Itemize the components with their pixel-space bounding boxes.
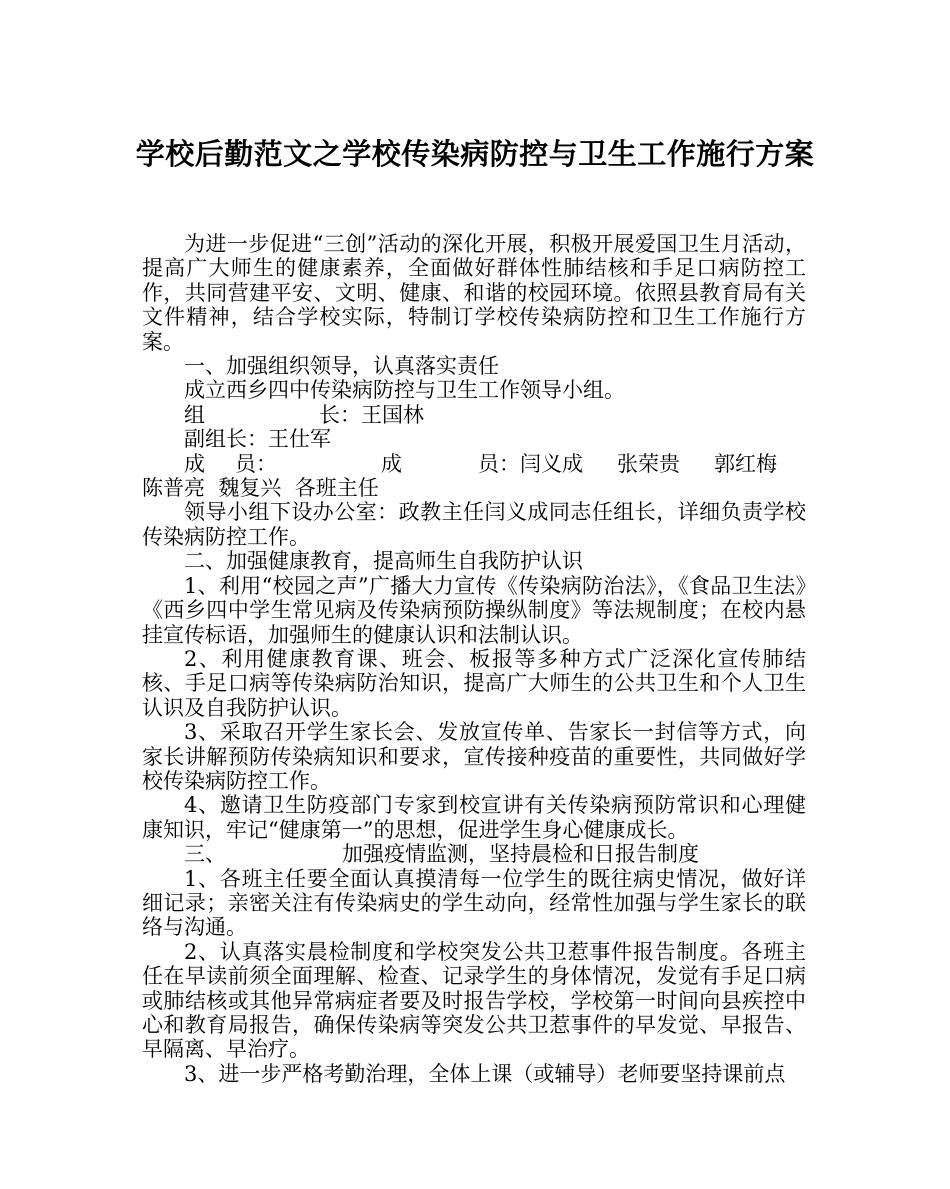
document-title: 学校后勤范文之学校传染病防控与卫生工作施行方案 [135, 137, 815, 171]
section2-item1: 1、利用“校园之声”广播大力宣传《传染病防治法》，《食品卫生法》《西乡四中学生常见病及传染病预防操纵制度》等法规制度；在校内悬挂宣传标语，加强师生的健康认识和法制认识。 [142, 573, 806, 647]
intro-paragraph: 为进一步促进“三创”活动的深化开展，积极开展爱国卫生月活动，提高广大师生的健康素养，全面做好群体性肺结核和手足口病防控工作，共同营建平安、文明、健康、和谐的校园环境。依照县教育局有关文件精神，结合学校实际，特制订学校传染病防控和卫生工作施行方案。 [142, 232, 806, 354]
members-e: 张荣贵 [617, 451, 680, 476]
section3-heading-a: 三、 [184, 842, 226, 867]
section2-item2: 2、利用健康教育课、班会、板报等多种方式广泛深化宣传肺结核、手足口病等传染病防治知识，提高广大师生的公共卫生和个人卫生认识及自我防护认识。 [142, 646, 806, 720]
members-line2: 陈普亮 魏复兴 各班主任 [142, 476, 379, 501]
members-block [142, 452, 806, 501]
section1-line1: 成立西乡四中传染病防控与卫生工作领导小组。 [184, 378, 625, 403]
section3-item1: 1、各班主任要全面认真摸清每一位学生的既往病史情况，做好详细记录；亲密关注有传染病史的学生动向，经常性加强与学生家长的联络与沟通。 [142, 866, 806, 940]
leader-line [142, 403, 806, 427]
members-line1 [142, 452, 806, 476]
office-paragraph: 领导小组下设办公室：政教主任闫义成同志任组长，详细负责学校传染病防控工作。 [142, 500, 806, 549]
section3-item3: 3、进一步严格考勤治理，全体上课（或辅导）老师要坚持课前点 [184, 1061, 786, 1086]
section2-heading: 二、加强健康教育，提高师生自我防护认识 [184, 549, 583, 574]
section3-heading-b: 加强疫情监测，坚持晨检和日报告制度 [342, 842, 699, 867]
section2-item4: 4、邀请卫生防疫部门专家到校宣讲有关传染病预防常识和心理健康知识，牢记“健康第一”的思想，促进学生身心健康成长。 [142, 793, 806, 842]
leader-label-a: 组 [184, 402, 205, 427]
members-a: 成 [184, 451, 205, 476]
members-c: 成 [381, 451, 402, 476]
deputy-line: 副组长：王仕军 [184, 427, 331, 452]
section3-item2: 2、认真落实晨检制度和学校突发公共卫惹事件报告制度。各班主任在早读前须全面理解、检查、记录学生的身体情况，发觉有手足口病或肺结核或其他异常病症者要及时报告学校，学校第一时间向县疾控中心和教育局报告，确保传染病等突发公共卫惹事件的早发觉、早报告、早隔离、早治疗。 [142, 939, 806, 1062]
leader-label-b: 长：王国林 [319, 402, 424, 427]
section1-heading: 一、加强组织领导，认真落实责任 [184, 354, 499, 379]
members-b: 员： [235, 451, 277, 476]
members-f: 郭红梅 [714, 451, 777, 476]
document-body [142, 232, 806, 1086]
section2-item3: 3、采取召开学生家长会、发放宣传单、告家长一封信等方式，向家长讲解预防传染病知识和要求，宣传接种疫苗的重要性，共同做好学校传染病防控工作。 [142, 720, 806, 793]
members-d: 员：闫义成 [478, 451, 583, 476]
section3-heading [142, 842, 806, 866]
